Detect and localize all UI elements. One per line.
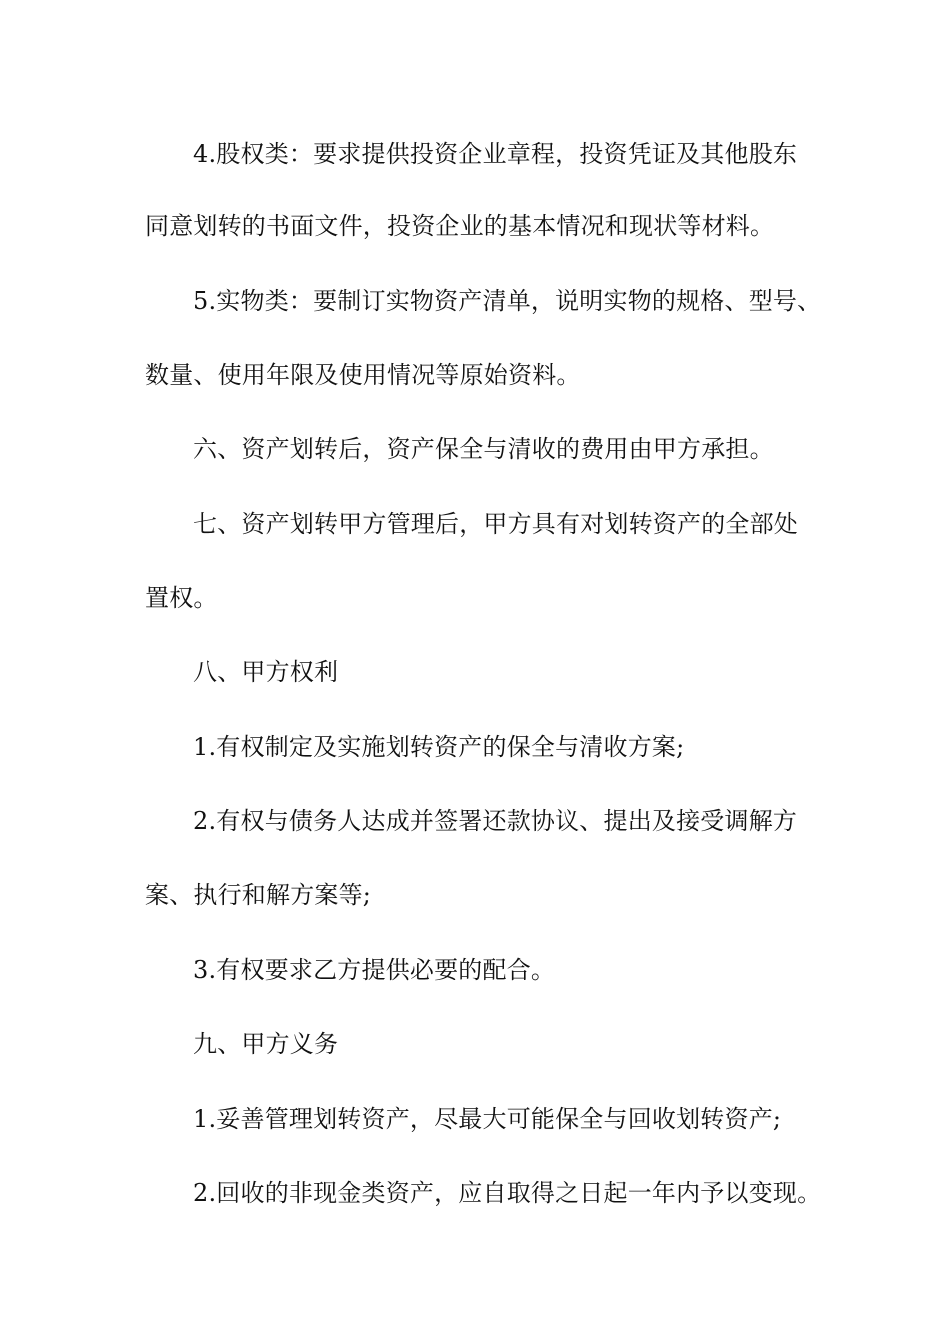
clause-six: 六、资产划转后，资产保全与清收的费用由甲方承担。: [193, 435, 774, 463]
paragraph-physical-line-1: 5.实物类：要制订实物资产清单，说明实物的规格、型号、: [193, 287, 822, 315]
clause-eight-item-2-line-2: 案、执行和解方案等;: [145, 881, 372, 909]
clause-nine-heading: 九、甲方义务: [193, 1030, 339, 1058]
clause-seven-line-2: 置权。: [145, 584, 218, 612]
paragraph-physical-line-2: 数量、使用年限及使用情况等原始资料。: [145, 361, 581, 389]
clause-nine-item-1: 1.妥善管理划转资产，尽最大可能保全与回收划转资产;: [193, 1105, 782, 1133]
clause-eight-item-3: 3.有权要求乙方提供必要的配合。: [193, 956, 556, 984]
clause-seven-line-1: 七、资产划转甲方管理后，甲方具有对划转资产的全部处: [193, 510, 798, 538]
paragraph-equity-line-1: 4.股权类：要求提供投资企业章程，投资凭证及其他股东: [193, 140, 798, 168]
clause-eight-heading: 八、甲方权利: [193, 658, 339, 686]
clause-nine-item-2: 2.回收的非现金类资产，应自取得之日起一年内予以变现。: [193, 1179, 822, 1207]
clause-eight-item-2-line-1: 2.有权与债务人达成并签署还款协议、提出及接受调解方: [193, 807, 798, 835]
paragraph-equity-line-2: 同意划转的书面文件，投资企业的基本情况和现状等材料。: [145, 212, 775, 240]
clause-eight-item-1: 1.有权制定及实施划转资产的保全与清收方案;: [193, 733, 685, 761]
